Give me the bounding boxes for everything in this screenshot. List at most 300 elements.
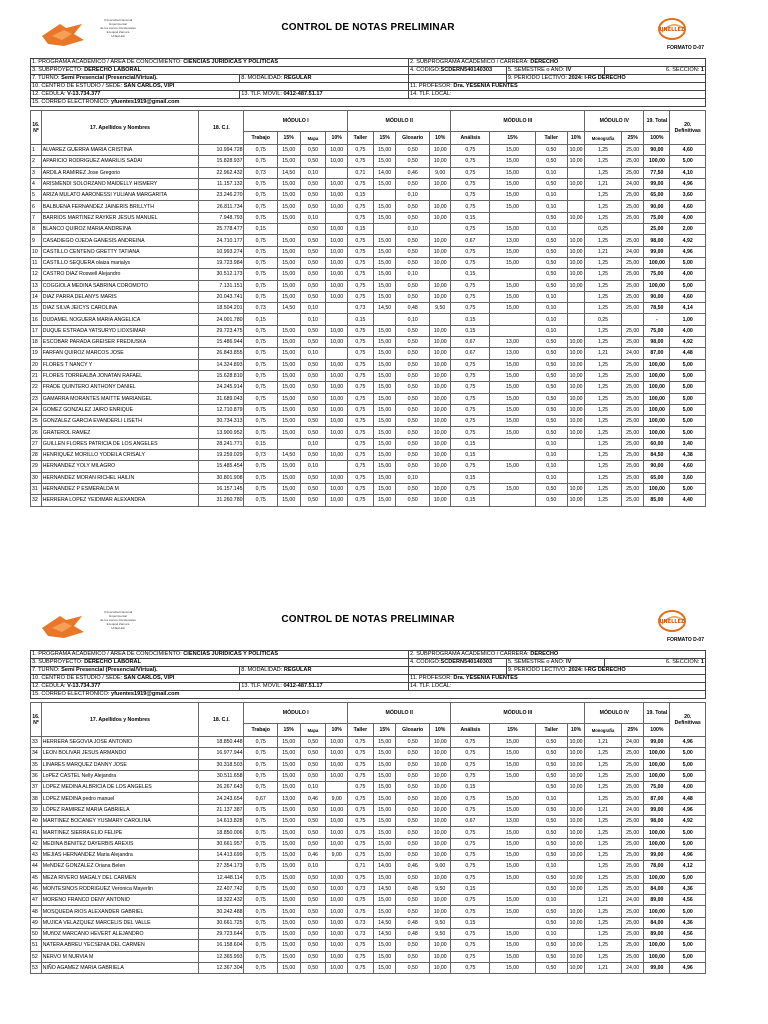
m1-mapa-pct: 10,00 <box>326 895 348 906</box>
m2-glosario: 0,50 <box>396 759 429 770</box>
col-analisis: Análisis <box>451 724 490 737</box>
m1-trabajo: 0,75 <box>244 246 277 257</box>
m1-trabajo-pct: 15,00 <box>277 872 300 883</box>
m3-taller-pct: 10,00 <box>567 849 584 860</box>
total-score: 100,00 <box>644 393 670 404</box>
m1-mapa: 0,10 <box>300 303 326 314</box>
m2-taller: 0,75 <box>347 393 373 404</box>
modality-field: 8. MODALIDAD: REGULAR <box>240 667 409 675</box>
m2-taller: 0,75 <box>347 359 373 370</box>
m1-mapa: 0,50 <box>300 472 326 483</box>
m3-taller: 0,10 <box>535 793 567 804</box>
m1-trabajo: 0,75 <box>244 427 277 438</box>
row-number: 40 <box>31 816 42 827</box>
m4-monografia-pct: 25,00 <box>621 917 644 928</box>
m3-analisis-pct <box>490 438 535 449</box>
m3-taller-pct: 10,00 <box>567 838 584 849</box>
m3-analisis-pct <box>490 495 535 506</box>
total-score: 100,00 <box>644 838 670 849</box>
email-field: 15. CORREO ELECTRONICO: yfuentes1919@gmail.com <box>31 691 706 699</box>
m3-analisis: 0,75 <box>451 861 490 872</box>
total-score: 89,00 <box>644 929 670 940</box>
m1-mapa: 0,50 <box>300 280 326 291</box>
m1-mapa: 0,10 <box>300 861 326 872</box>
m3-taller-pct: 10,00 <box>567 382 584 393</box>
m1-mapa-pct: 10,00 <box>326 393 348 404</box>
m1-trabajo-pct: 15,00 <box>277 849 300 860</box>
student-row <box>31 748 706 759</box>
m4-monografia: 0,25 <box>585 314 622 325</box>
m2-taller-pct <box>373 314 396 325</box>
m4-monografia: 1,25 <box>585 929 622 940</box>
m1-mapa: 0,50 <box>300 145 326 156</box>
m3-taller: 0,50 <box>535 804 567 815</box>
m4-monografia: 1,25 <box>585 450 622 461</box>
m4-monografia-pct: 25,00 <box>621 167 644 178</box>
m1-mapa-pct: 10,00 <box>326 325 348 336</box>
m1-trabajo: 0,75 <box>244 156 277 167</box>
m2-taller-pct: 15,00 <box>373 291 396 302</box>
total-score: 78,50 <box>644 303 670 314</box>
total-score: - <box>644 314 670 325</box>
m1-trabajo: 0,75 <box>244 235 277 246</box>
m3-taller: 0,50 <box>535 782 567 793</box>
m1-mapa-pct: 10,00 <box>326 337 348 348</box>
student-row <box>31 269 706 280</box>
m2-glosario: 0,10 <box>396 269 429 280</box>
m1-trabajo: 0,15 <box>244 224 277 235</box>
m3-analisis: 0,75 <box>451 962 490 973</box>
m4-monografia: 1,25 <box>585 235 622 246</box>
definitive-grade: 4,00 <box>670 212 706 223</box>
student-row <box>31 495 706 506</box>
m1-mapa: 0,10 <box>300 782 326 793</box>
m1-mapa-pct: 10,00 <box>326 483 348 494</box>
university-line: Ezequiel Zamora <box>106 622 130 626</box>
student-name: FLORES TORREALBA JONATAN RAFAEL <box>41 370 198 381</box>
m1-mapa: 0,50 <box>300 450 326 461</box>
semester-field: 5. SEMESTRE o AÑO: IV <box>506 659 604 667</box>
m3-taller-pct: 10,00 <box>567 759 584 770</box>
m3-taller-pct <box>567 291 584 302</box>
total-score: 75,00 <box>644 269 670 280</box>
document-title: CONTROL DE NOTAS PRELIMINAR <box>281 614 455 625</box>
m2-taller: 0,75 <box>347 438 373 449</box>
definitive-grade: 5,00 <box>670 748 706 759</box>
m1-mapa: 0,50 <box>300 737 326 748</box>
m2-taller: 0,75 <box>347 495 373 506</box>
seal-text: UNELLEZ <box>659 619 685 625</box>
m3-analisis-pct: 15,00 <box>490 940 535 951</box>
m4-monografia: 1,21 <box>585 804 622 815</box>
m4-monografia: 1,25 <box>585 748 622 759</box>
m1-trabajo-pct: 15,00 <box>277 156 300 167</box>
m2-glosario-pct: 10,00 <box>429 359 451 370</box>
m4-monografia: 1,25 <box>585 325 622 336</box>
modality-field: 8. MODALIDAD: REGULAR <box>240 75 409 83</box>
row-number: 22 <box>31 382 42 393</box>
info-row <box>31 691 706 699</box>
m1-trabajo: 0,75 <box>244 370 277 381</box>
student-ci: 30.242.488 <box>199 906 244 917</box>
m4-monografia: 1,25 <box>585 872 622 883</box>
m1-trabajo-pct: 14,50 <box>277 303 300 314</box>
m4-monografia: 1,25 <box>585 827 622 838</box>
m1-mapa-pct: 10,00 <box>326 759 348 770</box>
total-score: 100,00 <box>644 382 670 393</box>
definitive-grade: 3,60 <box>670 472 706 483</box>
total-score: 100,00 <box>644 359 670 370</box>
info-row <box>31 59 706 67</box>
m4-monografia: 1,25 <box>585 495 622 506</box>
m1-trabajo: 0,75 <box>244 804 277 815</box>
total-score: 100,00 <box>644 770 670 781</box>
m3-analisis-pct: 15,00 <box>490 951 535 962</box>
m3-taller-pct: 10,00 <box>567 906 584 917</box>
m2-taller-pct <box>373 224 396 235</box>
m1-trabajo-pct: 15,00 <box>277 190 300 201</box>
m4-monografia-pct: 25,00 <box>621 748 644 759</box>
student-ci: 18.504.201 <box>199 303 244 314</box>
turno-field: 7. TURNO: Semi Presencial (Presencial/Virtual). <box>31 75 240 83</box>
m1-mapa: 0,50 <box>300 325 326 336</box>
m4-monografia-pct: 25,00 <box>621 382 644 393</box>
m3-taller: 0,50 <box>535 770 567 781</box>
student-name: HERNANDEZ P ESMERALDA M <box>41 483 198 494</box>
m3-analisis-pct: 15,00 <box>490 849 535 860</box>
m1-mapa: 0,50 <box>300 951 326 962</box>
m3-analisis-pct: 15,00 <box>490 770 535 781</box>
m4-monografia: 1,25 <box>585 269 622 280</box>
m2-glosario: 0,50 <box>396 838 429 849</box>
student-name: LOPEZ MEDINA pedro manuel <box>41 793 198 804</box>
definitive-grade: 3,60 <box>670 190 706 201</box>
student-name: NERVO M NURVIA M <box>41 951 198 962</box>
definitive-grade: 4,96 <box>670 737 706 748</box>
m3-analisis-pct: 15,00 <box>490 838 535 849</box>
m1-trabajo-pct: 15,00 <box>277 483 300 494</box>
col-pct: 10% <box>326 724 348 737</box>
seal-text: UNELLEZ <box>659 27 685 33</box>
student-name: LoPEZ CASTEL Nelly Alejandra <box>41 770 198 781</box>
m4-monografia-pct: 25,00 <box>621 337 644 348</box>
m1-mapa: 0,50 <box>300 872 326 883</box>
student-name: MEZA RIVERO MAGALY DEL CARMEN <box>41 872 198 883</box>
m3-taller: 0,50 <box>535 370 567 381</box>
m1-trabajo-pct: 15,00 <box>277 472 300 483</box>
row-number: 33 <box>31 737 42 748</box>
m2-taller-pct: 14,50 <box>373 917 396 928</box>
student-row <box>31 314 706 325</box>
m2-glosario-pct: 10,00 <box>429 895 451 906</box>
m4-monografia-pct: 25,00 <box>621 827 644 838</box>
student-row <box>31 145 706 156</box>
m1-mapa-pct: 10,00 <box>326 156 348 167</box>
col-pct: 15% <box>490 132 535 145</box>
m3-taller-pct <box>567 929 584 940</box>
col-trabajo: Trabajo <box>244 132 277 145</box>
student-ci: 24.710.177 <box>199 235 244 246</box>
m2-glosario-pct: 10,00 <box>429 438 451 449</box>
m4-monografia-pct: 25,00 <box>621 472 644 483</box>
m3-taller: 0,10 <box>535 303 567 314</box>
m1-mapa-pct: 10,00 <box>326 370 348 381</box>
m1-mapa: 0,50 <box>300 895 326 906</box>
m3-analisis: 0,75 <box>451 872 490 883</box>
m2-glosario-pct: 10,00 <box>429 804 451 815</box>
m1-mapa: 0,50 <box>300 156 326 167</box>
student-row <box>31 929 706 940</box>
total-score: 84,00 <box>644 917 670 928</box>
student-rows <box>31 145 706 507</box>
m2-taller: 0,75 <box>347 145 373 156</box>
m1-trabajo-pct <box>277 438 300 449</box>
m3-analisis: 0,75 <box>451 483 490 494</box>
m2-glosario-pct <box>429 190 451 201</box>
m2-taller-pct: 15,00 <box>373 849 396 860</box>
m2-taller-pct: 15,00 <box>373 472 396 483</box>
m3-analisis-pct <box>490 269 535 280</box>
m3-analisis-pct: 15,00 <box>490 190 535 201</box>
row-number: 7 <box>31 212 42 223</box>
m1-trabajo: 0,73 <box>244 167 277 178</box>
local-phone-field: 14. TLF. LOCAL: <box>409 683 706 691</box>
m3-analisis-pct <box>490 212 535 223</box>
total-score: 25,00 <box>644 224 670 235</box>
student-ci: 16.158.604 <box>199 940 244 951</box>
total-score: 89,00 <box>644 895 670 906</box>
m3-analisis: 0,75 <box>451 929 490 940</box>
m1-mapa: 0,50 <box>300 235 326 246</box>
m4-monografia: 1,25 <box>585 382 622 393</box>
m3-analisis-pct: 15,00 <box>490 483 535 494</box>
local-phone-field: 14. TLF. LOCAL: <box>409 91 706 99</box>
m2-taller: 0,75 <box>347 759 373 770</box>
student-ci: 18.322.432 <box>199 895 244 906</box>
m3-analisis: 0,15 <box>451 314 490 325</box>
row-number: 23 <box>31 393 42 404</box>
m2-glosario: 0,50 <box>396 370 429 381</box>
student-name: DIAZ SILVA JEICYS CAROLINA <box>41 303 198 314</box>
m2-taller-pct: 15,00 <box>373 257 396 268</box>
m1-mapa: 0,50 <box>300 748 326 759</box>
m3-analisis-pct <box>490 314 535 325</box>
m1-mapa-pct: 10,00 <box>326 416 348 427</box>
row-number: 35 <box>31 759 42 770</box>
m3-taller: 0,50 <box>535 178 567 189</box>
m2-glosario-pct: 10,00 <box>429 382 451 393</box>
m2-glosario-pct: 10,00 <box>429 951 451 962</box>
m3-taller-pct: 10,00 <box>567 280 584 291</box>
m4-monografia: 1,25 <box>585 201 622 212</box>
spacer-cell <box>409 75 507 83</box>
m3-taller-pct <box>567 201 584 212</box>
m1-trabajo-pct: 15,00 <box>277 291 300 302</box>
m2-glosario-pct: 10,00 <box>429 145 451 156</box>
m1-trabajo-pct: 13,00 <box>277 793 300 804</box>
student-ci: 12.365.993 <box>199 951 244 962</box>
m2-taller-pct: 15,00 <box>373 804 396 815</box>
m1-trabajo-pct: 15,00 <box>277 359 300 370</box>
m2-glosario-pct: 10,00 <box>429 337 451 348</box>
m3-analisis-pct: 15,00 <box>490 178 535 189</box>
m2-taller: 0,75 <box>347 951 373 962</box>
m2-glosario-pct: 10,00 <box>429 235 451 246</box>
m1-mapa-pct: 10,00 <box>326 224 348 235</box>
m3-taller: 0,50 <box>535 427 567 438</box>
m4-monografia: 1,25 <box>585 212 622 223</box>
id-card-field: 12. CEDULA: V-13.734.377 <box>31 91 240 99</box>
m1-mapa: 0,50 <box>300 393 326 404</box>
m2-taller: 0,71 <box>347 167 373 178</box>
m2-glosario-pct: 10,00 <box>429 404 451 415</box>
m3-taller: 0,50 <box>535 382 567 393</box>
info-row <box>31 83 706 91</box>
m1-mapa-pct: 10,00 <box>326 359 348 370</box>
m2-glosario: 0,50 <box>396 337 429 348</box>
m2-glosario-pct: 10,00 <box>429 770 451 781</box>
col-module-4: MÓDULO IV <box>585 703 644 724</box>
definitive-grade: 4,48 <box>670 348 706 359</box>
m4-monografia: 1,25 <box>585 438 622 449</box>
m2-glosario-pct: 10,00 <box>429 257 451 268</box>
m1-mapa: 0,50 <box>300 770 326 781</box>
m1-trabajo: 0,75 <box>244 472 277 483</box>
total-score: 90,00 <box>644 201 670 212</box>
m2-taller: 0,71 <box>347 861 373 872</box>
m4-monografia-pct: 24,00 <box>621 804 644 815</box>
professor-field: 11. PROFESOR: Dra. YESENIA FUENTES <box>409 83 706 91</box>
student-row <box>31 235 706 246</box>
info-row <box>31 683 706 691</box>
total-score: 99,00 <box>644 804 670 815</box>
m3-taller: 0,50 <box>535 759 567 770</box>
row-number: 25 <box>31 416 42 427</box>
m1-trabajo: 0,75 <box>244 359 277 370</box>
m3-analisis: 0,75 <box>451 737 490 748</box>
m3-analisis: 0,75 <box>451 190 490 201</box>
grade-sheet-page-1 <box>30 16 706 507</box>
unellez-seal-icon <box>656 608 688 634</box>
total-score: 98,00 <box>644 816 670 827</box>
m3-analisis: 0,75 <box>451 291 490 302</box>
student-name: MeNDEZ GONZALEZ Oriana Belen <box>41 861 198 872</box>
m4-monografia-pct: 25,00 <box>621 235 644 246</box>
m3-taller: 0,50 <box>535 393 567 404</box>
university-line: Universidad Nacional Experimental <box>103 18 133 26</box>
m2-taller-pct: 15,00 <box>373 370 396 381</box>
student-name: BLANCO QUIROZ MARIA ANDREINA <box>41 224 198 235</box>
student-ci: 30.734.313 <box>199 416 244 427</box>
id-card-field: 12. CEDULA: V-13.734.377 <box>31 683 240 691</box>
student-name: GAMARRA MORANTES MAITTE MARIANGEL <box>41 393 198 404</box>
student-name: DUDAMEL NOGUERA MARIA ANGELICA <box>41 314 198 325</box>
m1-trabajo-pct: 15,00 <box>277 178 300 189</box>
row-number: 38 <box>31 793 42 804</box>
m3-taller-pct: 10,00 <box>567 827 584 838</box>
col-mapa: Mapa <box>300 132 326 145</box>
m3-analisis: 0,75 <box>451 748 490 759</box>
m4-monografia-pct: 25,00 <box>621 190 644 201</box>
m4-monografia: 1,25 <box>585 483 622 494</box>
m2-glosario: 0,50 <box>396 450 429 461</box>
m4-monografia: 1,25 <box>585 951 622 962</box>
student-row <box>31 804 706 815</box>
m1-trabajo: 0,67 <box>244 793 277 804</box>
m4-monografia: 1,25 <box>585 838 622 849</box>
m3-taller: 0,50 <box>535 156 567 167</box>
m1-mapa-pct <box>326 782 348 793</box>
m4-monografia-pct: 25,00 <box>621 861 644 872</box>
m3-taller-pct: 10,00 <box>567 212 584 223</box>
info-row <box>31 75 706 83</box>
m2-glosario-pct: 10,00 <box>429 370 451 381</box>
m3-analisis: 0,75 <box>451 759 490 770</box>
row-number: 49 <box>31 917 42 928</box>
m2-glosario: 0,50 <box>396 393 429 404</box>
row-number: 30 <box>31 472 42 483</box>
definitive-grade: 5,00 <box>670 404 706 415</box>
row-number: 6 <box>31 201 42 212</box>
row-number: 27 <box>31 438 42 449</box>
m4-monografia: 1,21 <box>585 178 622 189</box>
m2-glosario: 0,50 <box>396 145 429 156</box>
academic-program-field: 1. PROGRAMA ACADEMICO / ÁREA DE CONOCIMIENTO: CIENCIAS JURIDICAS Y POLITICAS <box>31 59 409 67</box>
m3-analisis: 0,75 <box>451 895 490 906</box>
subproject-field: 3. SUBPROYECTO: DERECHO LABORAL <box>31 67 409 75</box>
m1-trabajo-pct <box>277 224 300 235</box>
col-definitive: 20. Definitivas <box>670 703 706 737</box>
m4-monografia-pct: 25,00 <box>621 793 644 804</box>
m3-taller: 0,50 <box>535 906 567 917</box>
student-row <box>31 895 706 906</box>
student-ci: 14.413.699 <box>199 849 244 860</box>
m1-trabajo: 0,75 <box>244 325 277 336</box>
student-name: MORENO FRANCO DENY ANTONIO <box>41 895 198 906</box>
m3-analisis-pct: 15,00 <box>490 291 535 302</box>
definitive-grade: 5,00 <box>670 872 706 883</box>
m1-trabajo: 0,75 <box>244 827 277 838</box>
student-ci: 27.354.173 <box>199 861 244 872</box>
definitive-grade: 4,92 <box>670 235 706 246</box>
row-number: 50 <box>31 929 42 940</box>
student-ci: 25.778.477 <box>199 224 244 235</box>
m4-monografia-pct: 25,00 <box>621 929 644 940</box>
m4-monografia-pct: 25,00 <box>621 280 644 291</box>
total-score: 90,00 <box>644 145 670 156</box>
col-module-3: MÓDULO III <box>451 111 585 132</box>
info-row <box>31 91 706 99</box>
m1-mapa: 0,50 <box>300 404 326 415</box>
student-ci: 30.801.908 <box>199 472 244 483</box>
m4-monografia: 1,25 <box>585 849 622 860</box>
col-monografia: Monografia <box>585 132 622 145</box>
row-number: 51 <box>31 940 42 951</box>
m4-monografia-pct: 25,00 <box>621 291 644 302</box>
definitive-grade: 5,00 <box>670 370 706 381</box>
subprogram-field: 2. SUBPROGRAMA ACADEMICO / CARRERA: DERECHO <box>409 59 706 67</box>
period-field: 9. PERIODO LECTIVO: 2024: I-RG DERECHO <box>506 667 705 675</box>
m4-monografia-pct: 25,00 <box>621 883 644 894</box>
m1-mapa-pct: 10,00 <box>326 737 348 748</box>
m2-taller-pct: 15,00 <box>373 156 396 167</box>
m3-taller-pct <box>567 224 584 235</box>
row-number: 29 <box>31 461 42 472</box>
definitive-grade: 4,60 <box>670 291 706 302</box>
m3-taller: 0,50 <box>535 483 567 494</box>
m3-analisis-pct: 15,00 <box>490 827 535 838</box>
m3-analisis-pct: 15,00 <box>490 427 535 438</box>
